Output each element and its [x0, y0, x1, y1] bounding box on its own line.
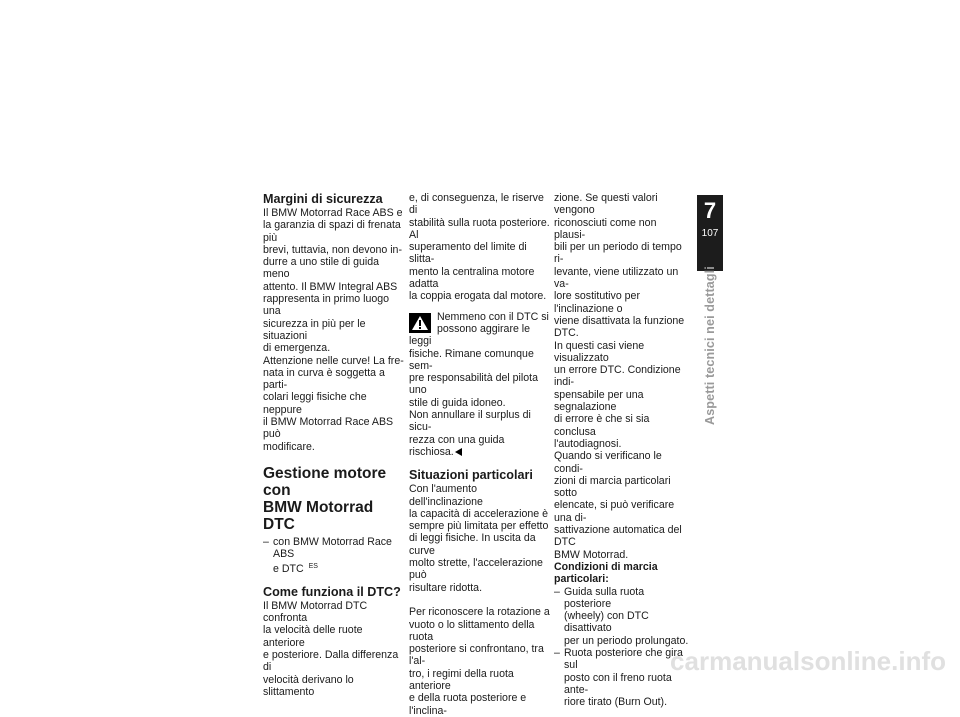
paragraph-margini: Il BMW Motorrad Race ABS e la garanzia di spazi di frenata più brevi, tuttavia, non devono in- durre a uno stile di guida meno attento. Il BMW Integral ABS rappresenta in primo luogo una sicurezza in più per le situazioni di emergenza. Attenzione nelle curve! La fre- nata in curva è soggetta a parti- colari leggi fisiche che neppure il BMW Motorrad Race ABS può modificare. [263, 207, 404, 453]
chapter-title-vertical: Aspetti tecnici nei dettagli [703, 266, 717, 425]
list-item: – Guida sulla ruota posteriore (wheely) con DTC disattivato per un periodo prolungato. [554, 586, 690, 647]
chapter-tab [697, 195, 723, 271]
heading-gestione-motore: Gestione motore con BMW Motorrad DTC [263, 464, 387, 533]
chapter-number: 7 [703, 198, 717, 223]
equipment-superscript: ES [308, 562, 318, 570]
paragraph-warning: Nemmeno con il DTC si possono aggirare le leggi fisiche. Rimane comunque sem- pre responsabilità del pilota uno stile di guida idoneo. Non annullare il surplus di sicu- rezza con una guida rischiosa. [409, 310, 549, 458]
paragraph-inclinazione: zione. Se questi valori vengono riconosciuti come non plausi- bili per un periodo di tempo ri- levante, viene utilizzato un va- lore sostitutivo per l'inclinazione o viene disattivata la funzione DTC. In questi casi viene visualizzato un errore DTC. Condizione indi- spensabile per una segnalazione di errore è che si sia conclusa l'autodiagnosi. Quando si verificano le condi- zioni di marcia particolari sotto elencate, si può verificare una di- sattivazione automatica del DTC BMW Motorrad. [554, 192, 685, 561]
warning-block [409, 311, 551, 459]
list-item: – Ruota posteriore che gira sul posto con il freno ruota ante- riore tirato (Burn Out). [554, 647, 690, 708]
heading-condizioni: Condizioni di marcia particolari: [554, 560, 658, 586]
list-item: – con BMW Motorrad Race ABS e DTC $^{ES}$ [263, 536, 406, 575]
page-number: 107 [701, 228, 719, 239]
warning-icon [409, 313, 431, 333]
column-1 [263, 192, 406, 698]
equipment-list [263, 536, 406, 575]
column-2 [409, 192, 551, 717]
heading-situazioni: Situazioni particolari [409, 468, 533, 483]
paragraph-situazioni: Con l'aumento dell'inclinazione la capacità di accelerazione è sempre più limitata per effetto di leggi fisiche. In uscita da curve molto strette, l'accelerazione può risultare ridotta. [409, 483, 549, 594]
paragraph-come-funziona: Il BMW Motorrad DTC confronta la velocità delle ruote anteriore e posteriore. Dalla differenza di velocità derivano lo slittamento [263, 599, 399, 698]
paragraph-rotazione: Per riconoscere la rotazione a vuoto o lo slittamento della ruota posteriore si confrontano, tra l'al- tro, i regimi della ruota anteriore e della ruota posteriore e l'inclina- [409, 606, 550, 717]
paragraph-dtc-continued: e, di conseguenza, le riserve di stabilità sulla ruota posteriore. Al superamento del limite di slitta- mento la centralina motore adatta la coppia erogata dal motore. [409, 192, 550, 303]
heading-margini: Margini di sicurezza [263, 192, 383, 206]
watermark-text: carmanualsonline.info [670, 646, 946, 676]
column-3 [554, 192, 690, 708]
heading-come-funziona: Come funziona il DTC? [263, 584, 401, 599]
end-mark-icon [455, 448, 462, 456]
